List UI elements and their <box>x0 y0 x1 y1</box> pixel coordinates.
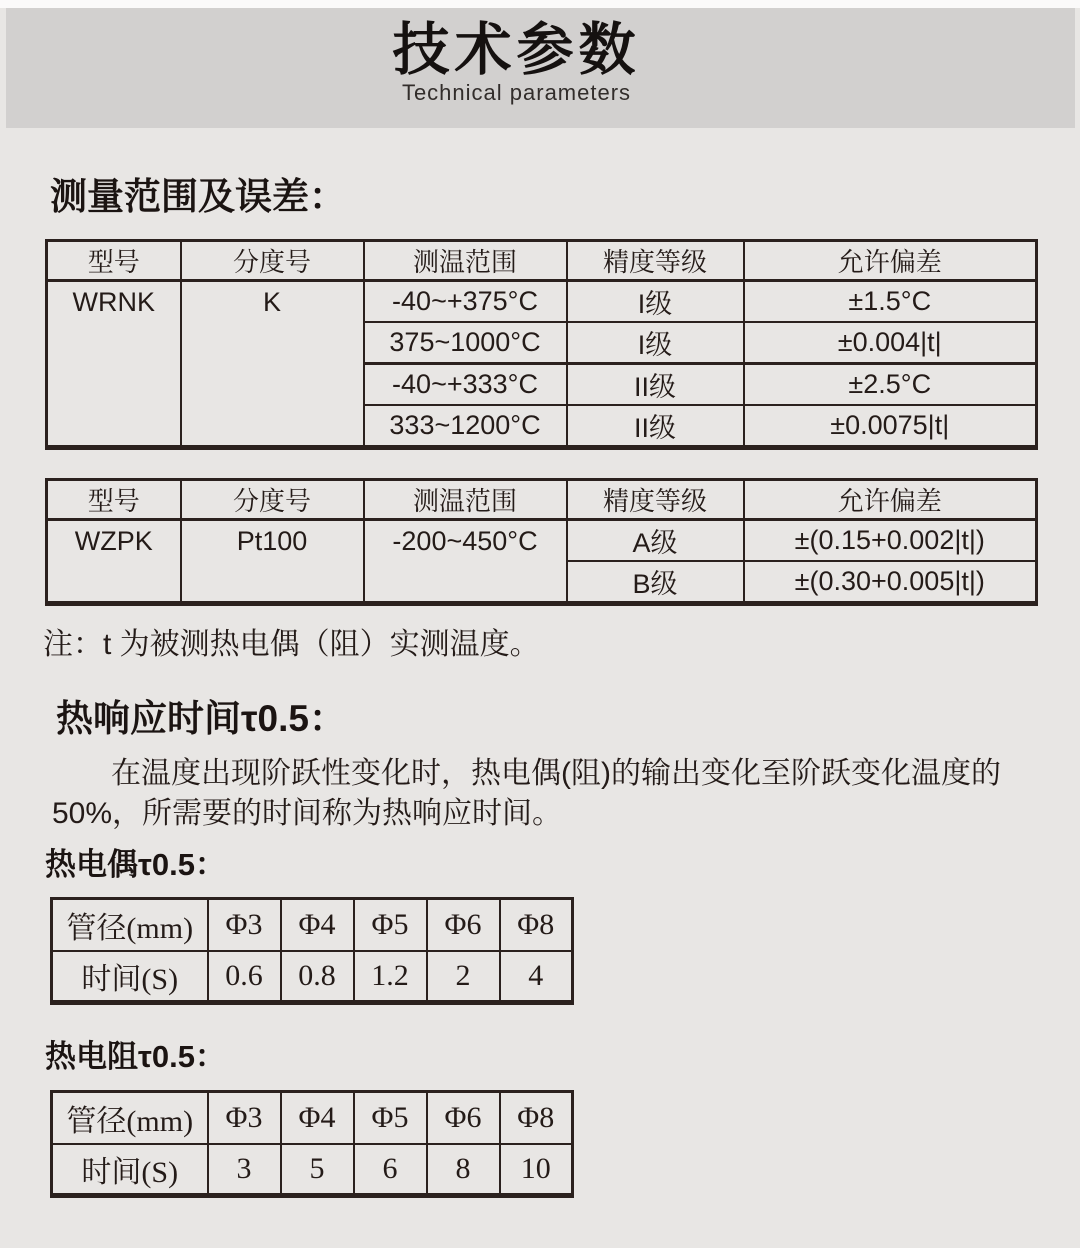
top-margin-strip <box>0 0 1080 8</box>
cell-time: 6 <box>354 1144 427 1196</box>
table-row <box>47 520 1037 562</box>
cell-time: 0.6 <box>208 951 281 1003</box>
cell-grade: B级 <box>567 561 744 604</box>
page-subtitle: Technical parameters <box>401 80 632 105</box>
col-header-diameter: 管径(mm) <box>52 1092 208 1144</box>
cell-grade: A级 <box>567 520 744 562</box>
cell-range: 375~1000°C <box>364 322 567 364</box>
cell-graduation: Pt100 <box>181 520 364 604</box>
cell-deviation: ±0.0075|t| <box>744 405 1037 448</box>
cell-range: 333~1200°C <box>364 405 567 448</box>
cell-model: WZPK <box>47 520 181 604</box>
col-header-phi5: Φ5 <box>354 899 427 951</box>
col-header-range: 测温范围 <box>364 241 567 281</box>
col-header-model: 型号 <box>47 241 181 281</box>
col-header-model: 型号 <box>47 480 181 520</box>
cell-model: WRNK <box>47 281 181 448</box>
col-header-diameter: 管径(mm) <box>52 899 208 951</box>
table-header-row <box>47 480 1037 520</box>
response-table-rtd <box>50 1090 574 1198</box>
cell-grade: I级 <box>567 281 744 323</box>
page-title: 技术参数 <box>392 18 641 82</box>
table-row <box>52 1144 573 1196</box>
table-header-row <box>47 241 1037 281</box>
col-header-deviation: 允许偏差 <box>744 241 1037 281</box>
row-label-time: 时间(S) <box>52 1144 208 1196</box>
col-header-deviation: 允许偏差 <box>744 480 1037 520</box>
cell-time: 3 <box>208 1144 281 1196</box>
cell-range: -40~+375°C <box>364 281 567 323</box>
cell-grade: II级 <box>567 405 744 448</box>
response-time-description: 在温度出现阶跃性变化时，热电偶(阻)的输出变化至阶跃变化温度的50%，所需要的时间称为热响应时间。 <box>52 757 1001 830</box>
subtitle-thermocouple: 热电偶τ0.5： <box>45 847 226 882</box>
cell-time: 0.8 <box>281 951 354 1003</box>
section-title-measuring-range: 测量范围及误差： <box>50 176 346 217</box>
table-header-row <box>52 1092 573 1144</box>
col-header-graduation: 分度号 <box>181 480 364 520</box>
table-header-row <box>52 899 573 951</box>
col-header-phi8: Φ8 <box>500 899 573 951</box>
cell-deviation: ±0.004|t| <box>744 322 1037 364</box>
section-title-response-time: 热响应时间τ0.5： <box>56 698 346 739</box>
header-content <box>6 8 1075 106</box>
cell-graduation: K <box>181 281 364 448</box>
col-header-phi6: Φ6 <box>427 899 500 951</box>
col-header-phi3: Φ3 <box>208 899 281 951</box>
header-band <box>6 8 1075 128</box>
cell-time: 4 <box>500 951 573 1003</box>
cell-grade: I级 <box>567 322 744 364</box>
response-table-thermocouple <box>50 897 574 1005</box>
cell-range: -200~450°C <box>364 520 567 604</box>
cell-range: -40~+333°C <box>364 364 567 406</box>
col-header-graduation: 分度号 <box>181 241 364 281</box>
cell-time: 8 <box>427 1144 500 1196</box>
cell-deviation: ±2.5°C <box>744 364 1037 406</box>
table-row <box>47 281 1037 323</box>
range-table-thermocouple <box>45 239 1038 450</box>
cell-deviation: ±(0.15+0.002|t|) <box>744 520 1037 562</box>
cell-time: 2 <box>427 951 500 1003</box>
col-header-phi6: Φ6 <box>427 1092 500 1144</box>
cell-time: 1.2 <box>354 951 427 1003</box>
col-header-grade: 精度等级 <box>567 241 744 281</box>
row-label-time: 时间(S) <box>52 951 208 1003</box>
cell-deviation: ±1.5°C <box>744 281 1037 323</box>
cell-time: 5 <box>281 1144 354 1196</box>
col-header-range: 测温范围 <box>364 480 567 520</box>
col-header-phi5: Φ5 <box>354 1092 427 1144</box>
col-header-grade: 精度等级 <box>567 480 744 520</box>
col-header-phi8: Φ8 <box>500 1092 573 1144</box>
cell-deviation: ±(0.30+0.005|t|) <box>744 561 1037 604</box>
subtitle-rtd: 热电阻τ0.5： <box>45 1039 226 1074</box>
cell-grade: II级 <box>567 364 744 406</box>
range-table-rtd <box>45 478 1038 606</box>
table-row <box>52 951 573 1003</box>
col-header-phi3: Φ3 <box>208 1092 281 1144</box>
note-text: 注：t 为被测热电偶（阻）实测温度。 <box>43 628 540 661</box>
cell-time: 10 <box>500 1144 573 1196</box>
col-header-phi4: Φ4 <box>281 1092 354 1144</box>
col-header-phi4: Φ4 <box>281 899 354 951</box>
